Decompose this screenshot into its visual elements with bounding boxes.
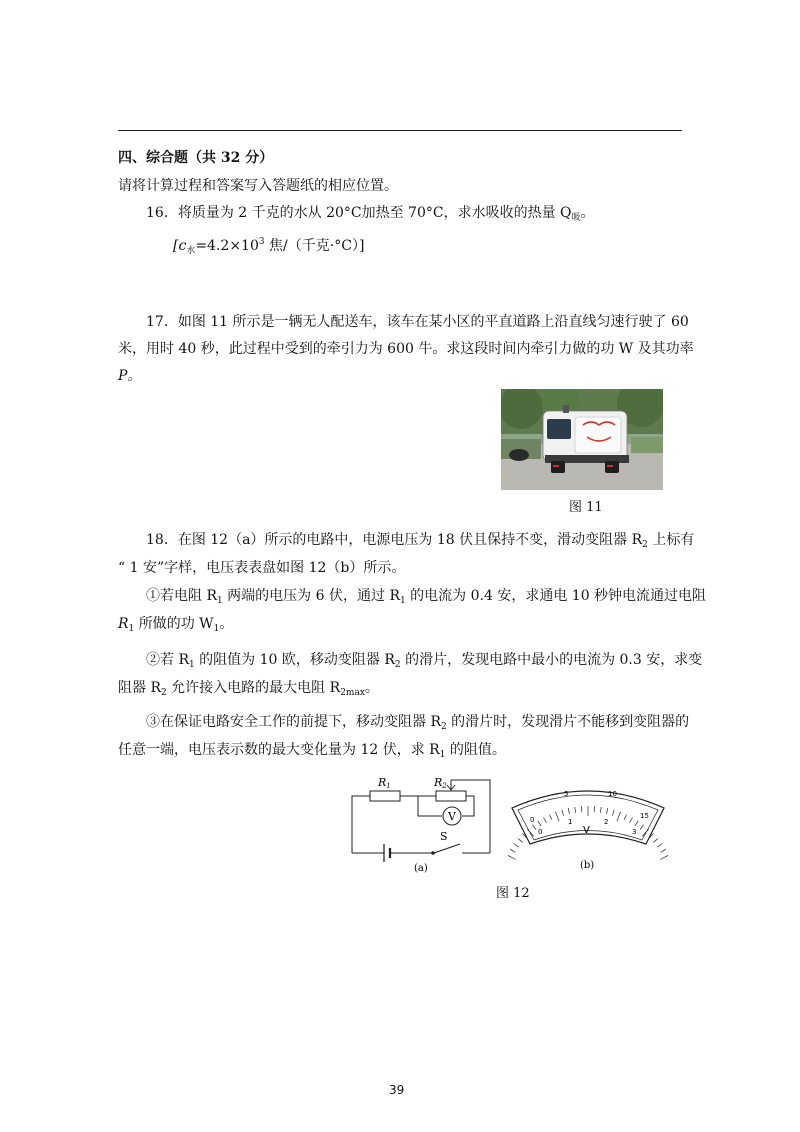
dial-tick (575, 807, 576, 813)
q18-part3-line1: ③在保证电路安全工作的前提下，移动变阻器 $R_2$ 的滑片时，发现滑片不能移到变阻器的 (146, 714, 690, 732)
dial-tick (630, 818, 633, 823)
dial-tick (640, 825, 644, 830)
resistor-r1 (370, 791, 400, 801)
resistor-r2 (436, 791, 466, 801)
dial-tick (617, 812, 621, 821)
dial-tick (635, 821, 638, 826)
q18-part2-line2: 阻器 $R_2$ 允许接入电路的最大电阻 $R_{2max}$。 (118, 680, 379, 698)
q18-part1-line2: $R_1$ 所做的功 $W_1$。 (118, 616, 234, 634)
circuit-r2-label: R2 (434, 776, 447, 790)
dial-bottom-1: 1 (568, 818, 573, 826)
circuit-caption: (a) (414, 863, 428, 874)
circuit-diagram (344, 768, 504, 882)
q17-line2: 米，用时 40 秒，此过程中受到的牵引力为 600 牛。求这段时间内牵引力做的功 W 及其功率 (118, 341, 694, 357)
dial-tick (532, 825, 536, 830)
dial-tick (510, 849, 515, 852)
switch-label: S (440, 830, 448, 843)
dial-tick (654, 838, 659, 842)
dial-unit: V (583, 825, 590, 836)
section-title: 四、综合题（共 32 分） (118, 150, 274, 166)
section-instruction: 请将计算过程和答案写入答题纸的相应位置。 (118, 178, 398, 194)
dial-caption: (b) (580, 860, 595, 871)
q17-line3: P。 (118, 368, 142, 384)
dial-tick (527, 829, 534, 837)
q16-given: [$c_水=4.2\times 10^3$ 焦/（千克·°C）] (173, 237, 365, 256)
circuit-r1-label: R1 (378, 776, 391, 790)
q18-part2-line1: ②若 $R_1$ 的阻值为 10 欧，移动变阻器 $R_2$ 的滑片，发现电路中最小的电流为 0.3 安，求变 (146, 652, 703, 670)
dial-tick (556, 812, 560, 821)
dial-tick (607, 808, 608, 814)
dial-tick (549, 815, 552, 820)
dial-tick (657, 844, 662, 848)
dial-tick (538, 821, 541, 826)
page-number: 39 (389, 1083, 405, 1097)
dial-tick (661, 849, 666, 852)
q16-text: 16．将质量为 2 千克的水从 20°C加热至 70°C，求水吸收的热量 $Q_吸$。 (146, 205, 595, 223)
dial-tick (518, 838, 523, 842)
dial-top-5: 5 (564, 790, 569, 798)
figure-11-caption: 图 11 (569, 500, 603, 515)
q18-part3-line2: 任意一端，电压表示数的最大变化量为 12 伏，求 $R_1$ 的阻值。 (118, 742, 506, 760)
q18-line1: 18．在图 12（a）所示的电路中，电源电压为 18 伏且保持不变，滑动变阻器 $R_2$ 上标有 (146, 532, 695, 550)
q17-line1: 17．如图 11 所示是一辆无人配送车，该车在某小区的平直道路上沿直线匀速行驶了 60 (146, 314, 689, 330)
dial-tick (508, 855, 516, 860)
q18-line2: “ 1 安”字样，电压表表盘如图 12（b）所示。 (118, 560, 406, 576)
dial-tick (514, 844, 519, 848)
voltmeter-dial (508, 778, 668, 882)
dial-bottom-2: 2 (604, 818, 609, 826)
dial-tick (544, 818, 547, 823)
dial-tick (568, 808, 569, 814)
dial-top-10: 10 (608, 790, 617, 798)
dial-top-0: 0 (530, 816, 535, 824)
dial-tick (600, 807, 601, 813)
dial-bottom-3: 3 (632, 828, 637, 836)
dial-tick (642, 829, 649, 837)
dial-bottom-0: 0 (538, 828, 543, 836)
dial-tick (562, 810, 564, 816)
voltmeter-label: V (448, 810, 456, 823)
delivery-vehicle-photo (501, 389, 663, 490)
dial-tick (660, 855, 668, 860)
dial-tick (613, 810, 615, 816)
dial-top-15: 15 (640, 812, 649, 820)
q18-part1-line1: ①若电阻 $R_1$ 两端的电压为 6 伏，通过 $R_1$ 的电流为 0.4 安，求通电 10 秒钟电流通过电阻 (146, 588, 707, 606)
dial-tick (624, 815, 627, 820)
figure-12-caption: 图 12 (496, 886, 530, 901)
top-rule (118, 130, 682, 131)
